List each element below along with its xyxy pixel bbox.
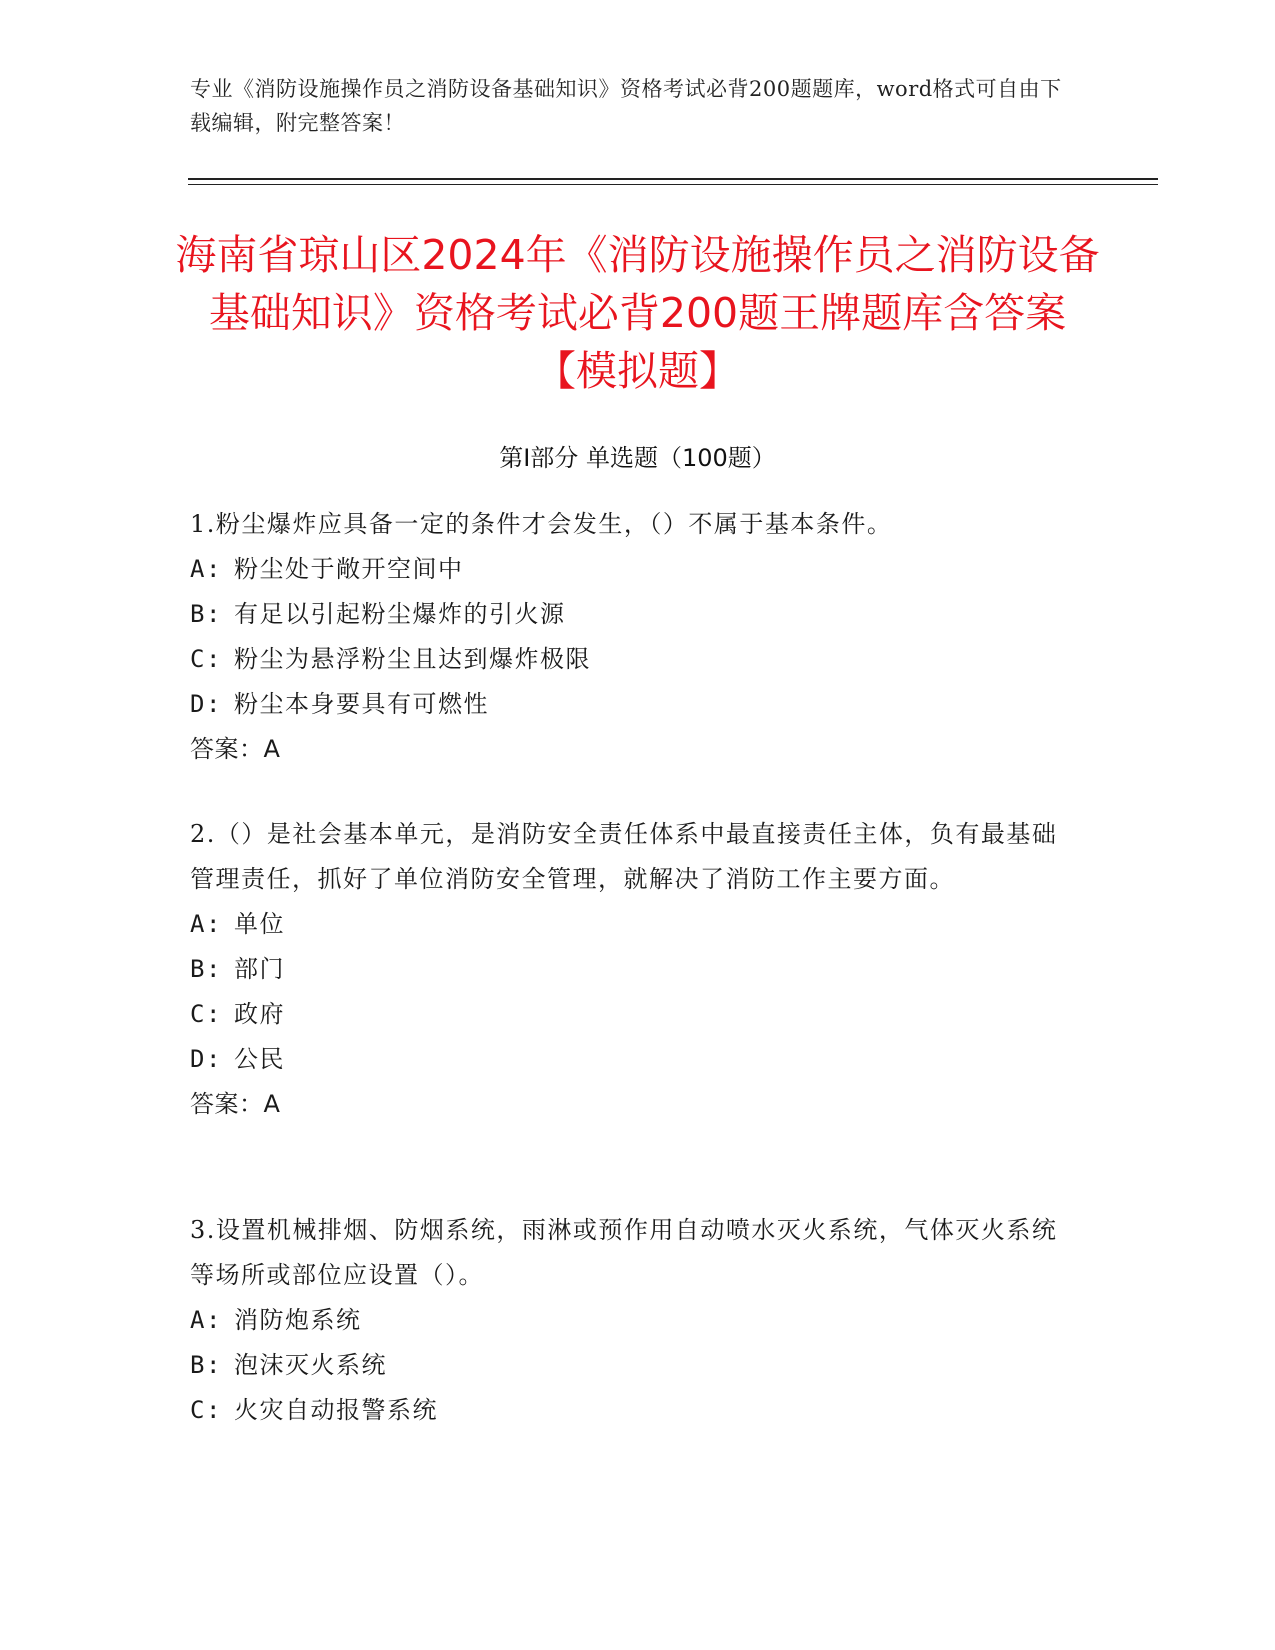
option-a (190, 1298, 1070, 1343)
option-text: 有足以引起粉尘爆炸的引火源 (234, 600, 566, 628)
document-title: 海南省琼山区2024年《消防设施操作员之消防设备基础知识》资格考试必背200题王牌题库含答案【模拟题】 (175, 231, 1100, 395)
option-text: 消防炮系统 (234, 1306, 362, 1334)
option-letter: C: (190, 1396, 222, 1424)
option-d (190, 1037, 1070, 1082)
header-rule-thick (188, 178, 1158, 180)
option-c (190, 992, 1070, 1037)
option-letter: A: (190, 555, 222, 583)
question-stem: 1.粉尘爆炸应具备一定的条件才会发生，（）不属于基本条件。 (190, 510, 893, 538)
option-text: 政府 (234, 1000, 285, 1028)
option-letter: A: (190, 1306, 222, 1334)
question-3 (190, 1208, 1070, 1433)
option-text: 泡沫灭火系统 (234, 1351, 387, 1379)
option-c (190, 637, 1070, 682)
option-text: 粉尘本身要具有可燃性 (234, 690, 489, 718)
header-rule-thin (188, 184, 1158, 185)
answer: 答案：A (190, 735, 281, 763)
option-text: 粉尘处于敞开空间中 (234, 555, 464, 583)
option-d (190, 682, 1070, 727)
option-text: 单位 (234, 910, 285, 938)
option-a (190, 547, 1070, 592)
option-letter: C: (190, 645, 222, 673)
option-letter: C: (190, 1000, 222, 1028)
option-letter: A: (190, 910, 222, 938)
option-b (190, 947, 1070, 992)
answer: 答案：A (190, 1090, 281, 1118)
option-c (190, 1388, 1070, 1433)
option-letter: B: (190, 1351, 222, 1379)
question-stem: 2.（）是社会基本单元，是消防安全责任体系中最直接责任主体，负有最基础管理责任，抓好了单位消防安全管理，就解决了消防工作主要方面。 (190, 820, 1058, 893)
option-text: 火灾自动报警系统 (234, 1396, 438, 1424)
question-stem: 3.设置机械排烟、防烟系统，雨淋或预作用自动喷水灭火系统，气体灭火系统等场所或部位应设置（）。 (190, 1216, 1058, 1289)
option-letter: B: (190, 600, 222, 628)
option-text: 部门 (234, 955, 285, 983)
option-text: 公民 (234, 1045, 285, 1073)
option-letter: B: (190, 955, 222, 983)
question-1 (190, 502, 1070, 772)
option-b (190, 1343, 1070, 1388)
option-letter: D: (190, 1045, 222, 1073)
option-text: 粉尘为悬浮粉尘且达到爆炸极限 (234, 645, 591, 673)
header-note: 专业《消防设施操作员之消防设备基础知识》资格考试必背200题题库，word格式可自由下载编辑，附完整答案！ (190, 77, 1062, 135)
section-title: 第Ⅰ部分 单选题（100题） (499, 444, 776, 472)
option-letter: D: (190, 690, 222, 718)
question-2 (190, 812, 1070, 1127)
option-a (190, 902, 1070, 947)
option-b (190, 592, 1070, 637)
